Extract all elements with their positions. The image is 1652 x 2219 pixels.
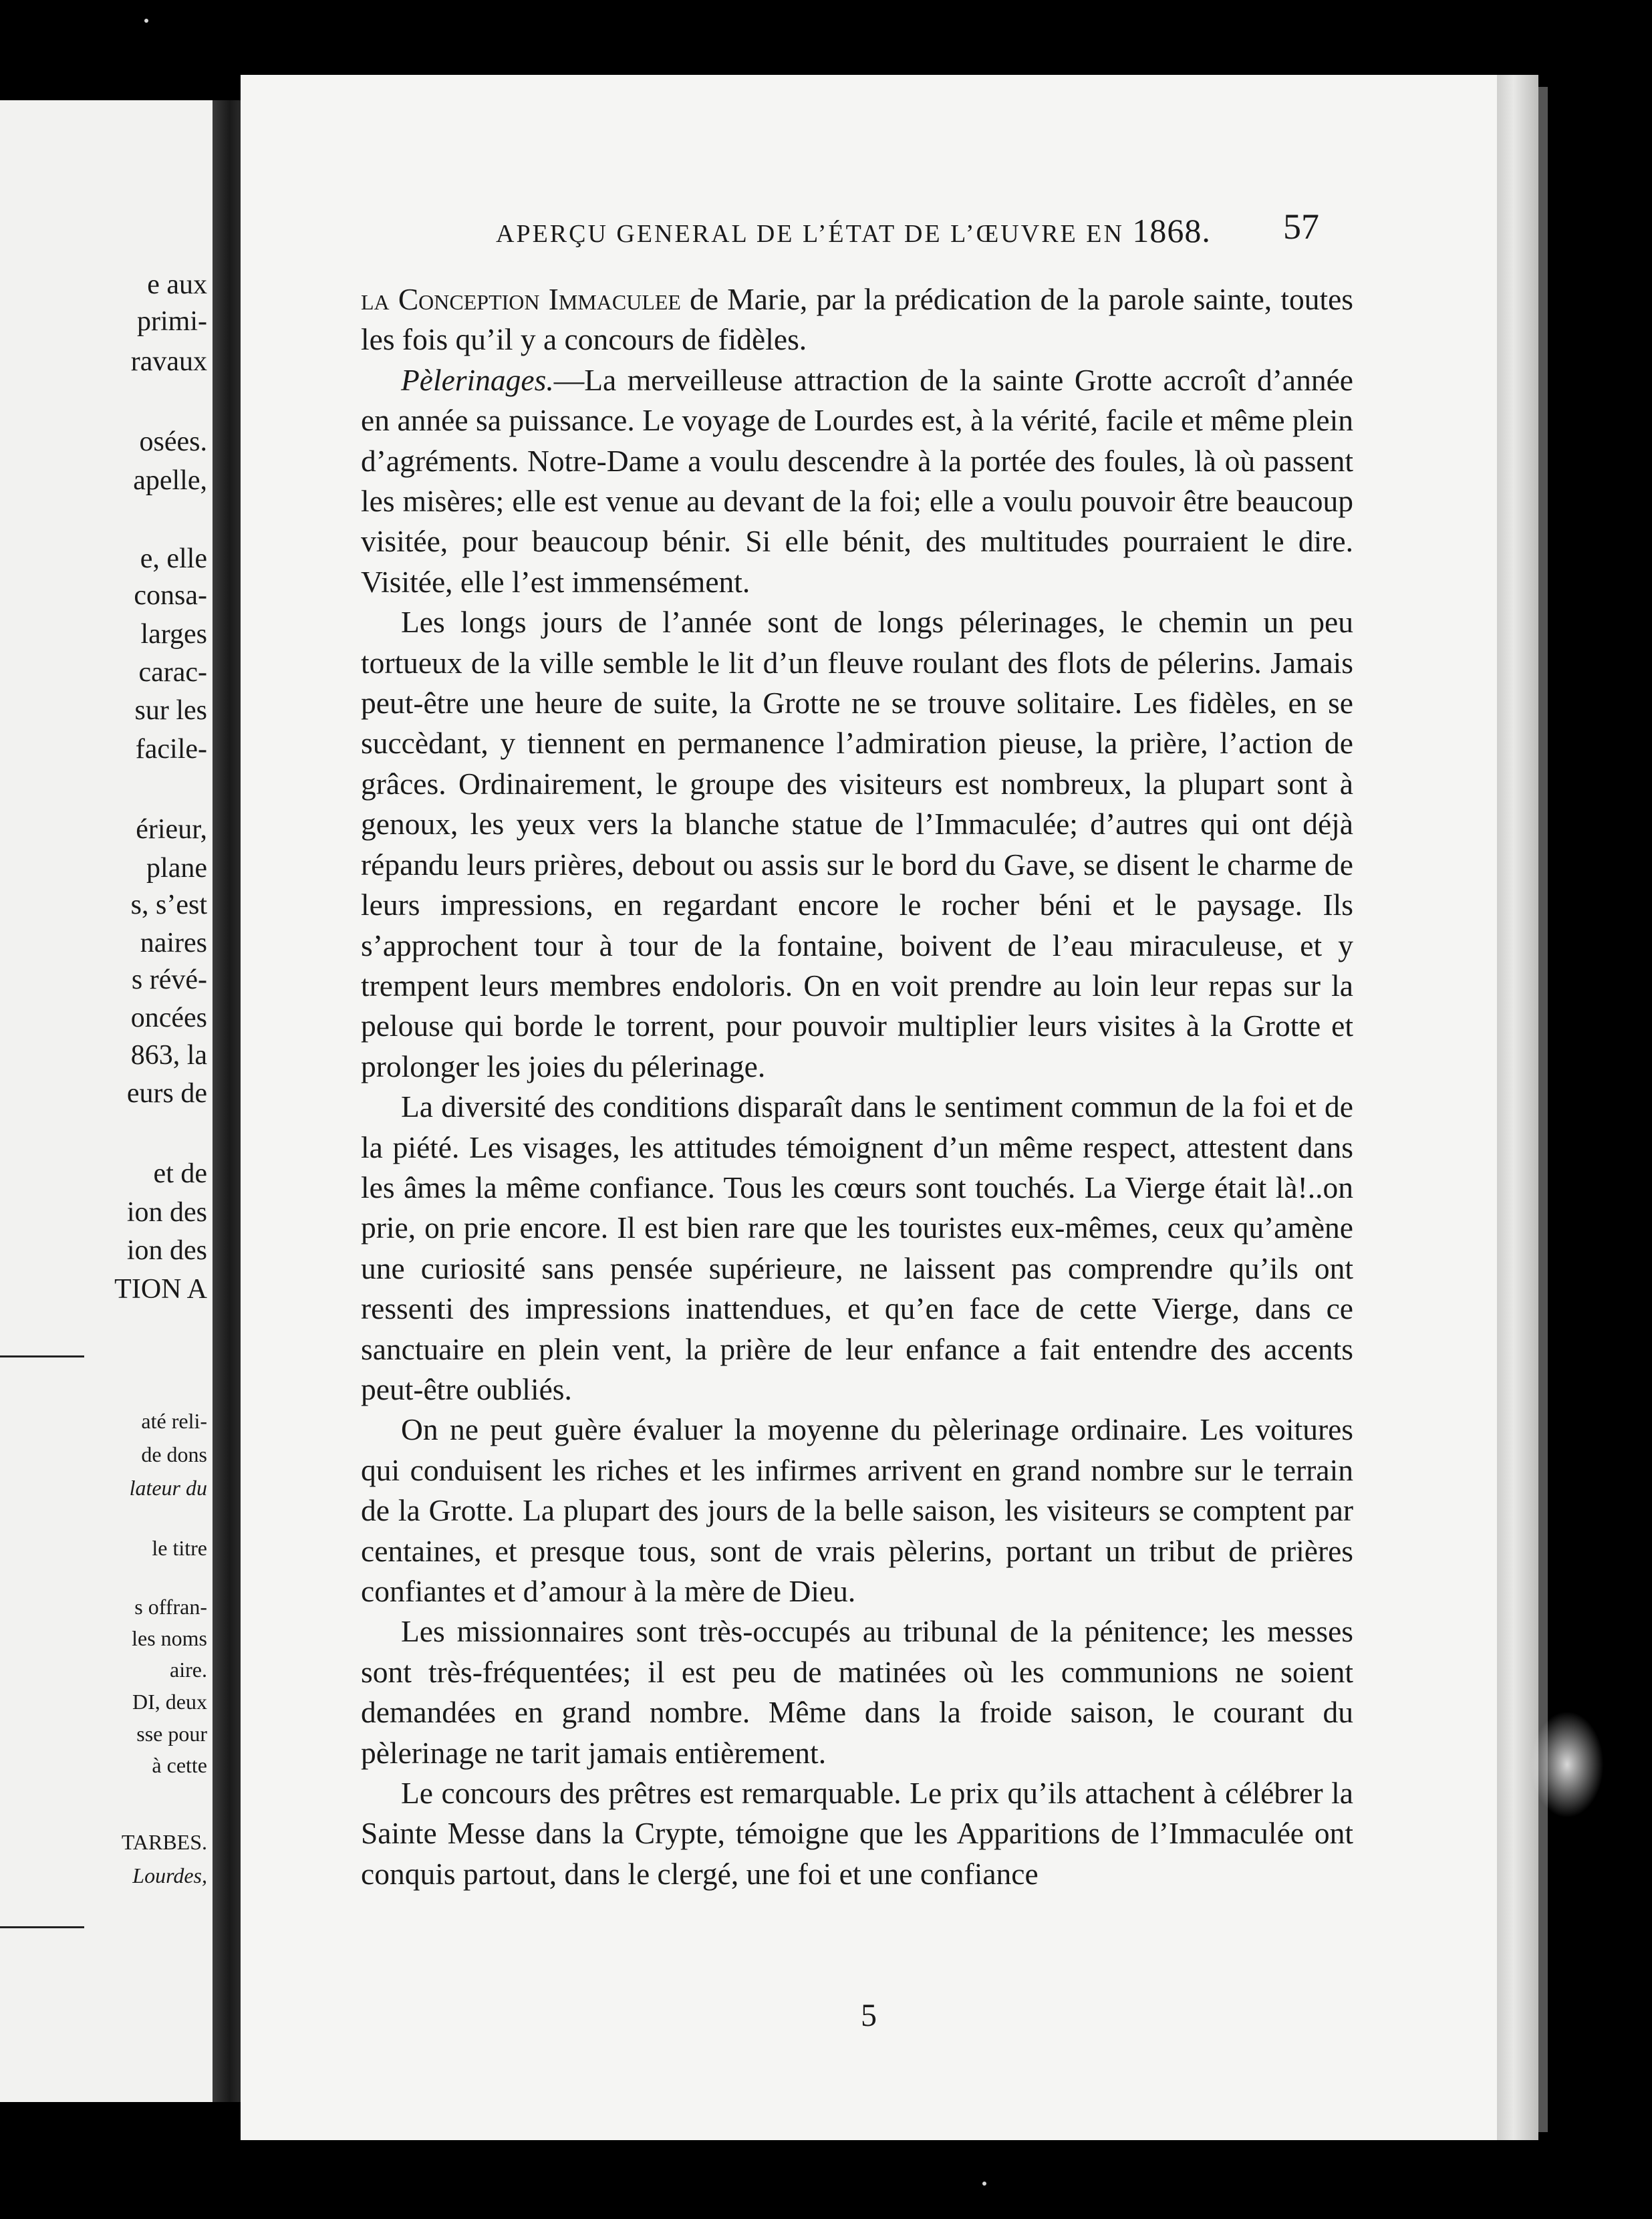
left-page-line: osées. xyxy=(139,426,207,457)
paragraph-text: —La merveilleuse attraction de la sainte Grotte accroît d’année en année sa puissance. Le voyage de Lourdes est, à la vérité, facile et même plein d’agréments. Notre-Dame a voulu descendre à la portée des foules, là où passent les misères; elle est venue au devant de la foi; elle a voulu pouvoir être beaucoup visitée, pour beaucoup bénir. Si elle bénit, des multitudes pourraient le dire. Visitée, elle l’est immensément. xyxy=(361,362,1353,599)
running-head-text: APERÇU GENERAL DE L’ÉTAT DE L’ŒUVRE EN xyxy=(496,220,1124,248)
paragraph-text: La diversité des conditions disparaît dans le sentiment commun de la foi et de la piété. Les visages, les attitudes témoignent d’un même respect, attestent dans les âmes la même confiance. Tous les cœurs sont touchés. La Vierge était là!..on prie, on prie encore. Il est bien rare que les touristes eux-mêmes, ceux qu’amène une curiosité sans pensée supérieure, ne laissent pas comprendre qu’ils ont ressenti des impressions inattendues, et qu’en face de cette Vierge, dans ce sanctuaire en plein vent, la prière de leur enfance a fait entendre des accents peut-être oubliés. xyxy=(361,1089,1353,1406)
paragraph xyxy=(361,1087,1353,1410)
page-edge xyxy=(1497,75,1538,2140)
paragraph-text: Les longs jours de l’année sont de longs pélerinages, le chemin un peu tortueux de la ville semble le lit d’un fleuve roulant des flots de pélerins. Jamais peut-être une heure de suite, la Grotte ne se trouve solitaire. Les fidèles, en se succèdant, y tiennent en permanence l’admiration pieuse, la prière, l’action de grâces. Ordinairement, le groupe des visiteurs est nombreux, la plupart sont à genoux, les yeux vers la blanche statue de l’Immaculée; d’autres qui ont déjà répandu leurs prières, debout ou assis sur le bord du Gave, se disent le charme de leurs impressions, en regardant encore le rocher béni et le paysage. Ils s’approchent tour à tour de la fontaine, boivent de l’eau miraculeuse, et y trempent leurs membres endoloris. On en voit prendre au loin leur repas sur la pelouse qui borde le torrent, pour pouvoir multiplier leurs visites à la Grotte et prolonger les joies du pélerinage. xyxy=(361,605,1353,1083)
left-page-footnote-line: s offran- xyxy=(134,1595,207,1619)
paragraph xyxy=(361,1773,1353,1894)
left-page-line: ravaux xyxy=(130,346,207,377)
left-page-rule xyxy=(0,1926,84,1928)
left-page-line: s révé- xyxy=(131,964,207,995)
left-page-line: naires xyxy=(140,928,207,958)
left-page-line: consa- xyxy=(134,580,207,611)
left-page-footnote-line: TARBES. xyxy=(121,1830,207,1854)
paragraph xyxy=(361,1611,1353,1773)
left-page-line: s, s’est xyxy=(130,890,207,920)
left-page-line: larges xyxy=(140,619,207,650)
left-page-line: et de xyxy=(153,1158,207,1189)
paragraph-text: On ne peut guère évaluer la moyenne du pèlerinage ordinaire. Les voitures qui conduisent les riches et les infirmes arrivent en grand nombre sur le terrain de la Grotte. La plupart des jours de la belle saison, les visiteurs se comptent par centaines, et presque tous, sont de vrais pèlerins, portant un tribut de prières confiantes et d’amour à la mère de Dieu. xyxy=(361,1412,1353,1608)
left-page-footnote-line: DI, deux xyxy=(132,1690,207,1714)
page-number: 57 xyxy=(1283,207,1319,247)
body-text xyxy=(361,279,1353,1894)
dust-speck xyxy=(982,2182,986,2186)
photo-glare xyxy=(1530,1711,1604,1818)
paragraph-lead: la Conception Immaculee xyxy=(361,282,681,316)
left-page-line: facile- xyxy=(135,734,207,765)
left-page-line: e aux xyxy=(147,269,207,300)
left-page-footnote-line: sse pour xyxy=(136,1722,207,1746)
paragraph-text: de Marie, par la prédication de la parole sainte, toutes les fois qu’il y a concours de fidèles. xyxy=(361,282,1354,357)
paragraph xyxy=(361,602,1353,1087)
left-page-line: eurs de xyxy=(126,1078,207,1109)
left-page-footnote-line: Lourdes, xyxy=(132,1863,207,1887)
left-page-rule xyxy=(0,1355,84,1357)
paragraph-lead: Pèlerinages. xyxy=(401,362,554,397)
paragraph xyxy=(361,360,1353,602)
left-page-footnote-line: aire. xyxy=(170,1658,207,1682)
page-edge-shadow xyxy=(1538,87,1548,2132)
paragraph xyxy=(361,1410,1353,1611)
left-facing-page xyxy=(0,100,213,2102)
paragraph xyxy=(361,279,1353,360)
left-page-footnote-line: le titre xyxy=(152,1536,207,1560)
left-page-footnote-line: de dons xyxy=(141,1442,207,1466)
left-page-line: TION A xyxy=(114,1274,207,1305)
left-page-line: oncées xyxy=(130,1003,207,1033)
left-page-line: carac- xyxy=(138,657,207,688)
dust-speck xyxy=(144,19,148,23)
left-page-line: e, elle xyxy=(140,543,207,574)
left-page-line: ion des xyxy=(126,1235,207,1266)
left-page-footnote-line: lateur du xyxy=(129,1476,207,1500)
left-page-line: ion des xyxy=(126,1197,207,1228)
running-head xyxy=(496,211,1211,250)
left-page-line: plane xyxy=(146,853,207,884)
paragraph-text: Les missionnaires sont très-occupés au tribunal de la pénitence; les messes sont très-fréquentées; il est peu de matinées où les communions ne soient demandées en grand nombre. Même dans la froide saison, le courant du pèlerinage ne tarit jamais entièrement. xyxy=(361,1614,1353,1770)
left-page-footnote-line: à cette xyxy=(152,1753,207,1777)
book-gutter xyxy=(213,100,241,2102)
left-page-footnote-line: les noms xyxy=(132,1626,207,1650)
paragraph-text: Le concours des prêtres est remarquable. Le prix qu’ils attachent à célébrer la Sainte Messe dans la Crypte, témoigne que les Apparitions de l’Immaculée ont conquis partout, dans le clergé, une foi et une confiance xyxy=(361,1776,1353,1891)
left-page-line: sur les xyxy=(134,695,207,726)
left-page-line: apelle, xyxy=(133,465,207,496)
printer-signature-mark: 5 xyxy=(861,1998,877,2033)
left-page-footnote-line: até reli- xyxy=(141,1409,207,1433)
left-page-line: 863, la xyxy=(130,1040,207,1071)
running-head-year: 1868. xyxy=(1132,212,1211,249)
left-page-line: primi- xyxy=(137,306,207,337)
left-page-line: érieur, xyxy=(136,814,207,845)
